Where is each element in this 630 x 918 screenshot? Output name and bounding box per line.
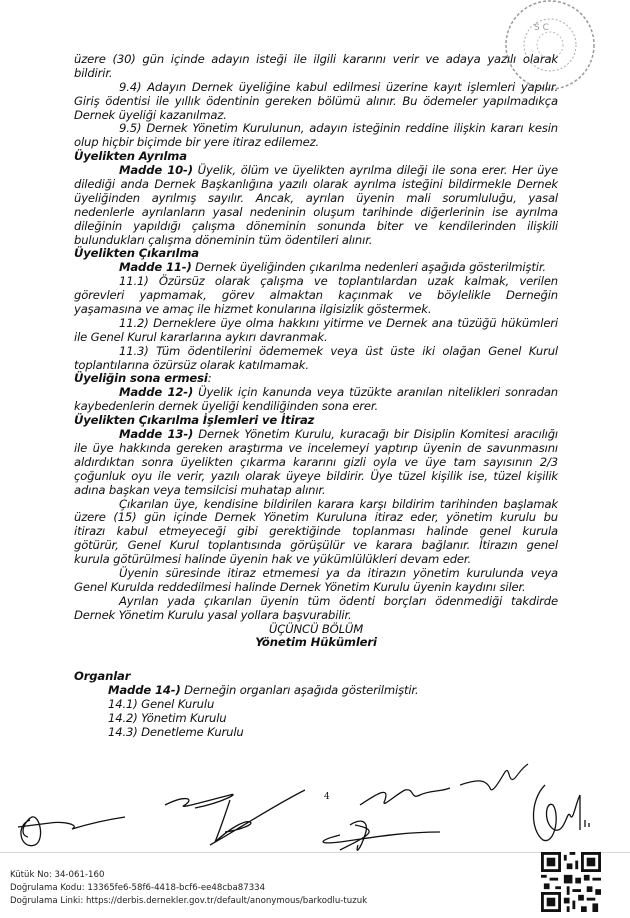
section-heading-uyelikten-ayrilma: Üyelikten Ayrılma <box>74 149 187 164</box>
text-line: Ayrılan yada çıkarılan üyenin tüm ödenti borçları ödenmediği takdirde <box>119 593 558 608</box>
text-line: 9.4) Adayın Dernek üyeliğine kabul edilmesi üzerine kayıt işlemleri yapılır. <box>119 79 558 94</box>
madde-label: Madde 12-) <box>119 385 194 400</box>
madde-label: Madde 10-) <box>119 163 193 178</box>
page-number: 4 <box>324 792 330 802</box>
text-line: bildirir. <box>74 65 113 80</box>
chapter-title: ÜÇÜNCÜ BÖLÜM <box>268 621 364 636</box>
text-line: Çıkarılan üye, kendisine bildirilen karara karşı bildirim tarihinden başlamak <box>119 496 558 511</box>
heading-suffix: : <box>207 371 212 386</box>
section-heading-cikarilma-islemleri: Üyelikten Çıkarılma İşlemleri ve İtiraz <box>74 413 315 428</box>
madde-text: Derneğin organları aşağıda gösterilmiştir. <box>184 683 419 698</box>
madde-text: Üyelik, ölüm ve üyelikten ayrılma dileği ile sona erer. Her üye <box>197 163 558 178</box>
text-line <box>74 684 558 698</box>
organ-item: 14.1) Genel Kurulu <box>108 697 215 712</box>
chapter-subtitle: Yönetim Hükümleri <box>255 635 377 650</box>
qr-code-icon <box>541 852 601 912</box>
text-line: ile Genel Kurul kararlarına aykırı davranmak. <box>74 329 328 344</box>
text-line: ile üye hakkında gereken araştırma ve incelemeyi yaptırıp üyenin de savunmasını <box>74 440 558 455</box>
text-line <box>74 164 558 178</box>
text-line: bulundukları çalışma döneminin tüm ödentileri alınır. <box>74 232 373 247</box>
signature-4-icon <box>460 760 530 800</box>
heading-text: Üyeliğin sona ermesi <box>74 371 208 386</box>
text-line: nedenlerle ayrılanların yasal nedeninin oluşum tarihinde diğerlerinin ise ayrılma <box>74 204 558 219</box>
text-line: 11.3) Tüm ödentilerini ödememek veya üst üste iki olağan Genel Kurul <box>119 343 558 358</box>
verification-code: Doğrulama Kodu: 13365fe6-58f6-4418-bcf6-ee48cba87334 <box>10 882 266 893</box>
madde-text: Dernek üyeliğinden çıkarılma nedenleri aşağıda gösterilmiştir. <box>195 260 546 275</box>
text-line: dilediği anda Dernek Başkanlığına yazılı olarak ayrılma isteğini bildirmekle Dernek <box>74 177 558 192</box>
text-line: üzere (30) gün içinde adayın isteği ile ilgili kararını verir ve adaya yazılı olarak <box>74 52 558 66</box>
svg-text:S C: S C <box>534 23 549 33</box>
organ-item: 14.2) Yönetim Kurulu <box>108 710 227 725</box>
text-line: olup hiçbir biçimde bir yere itiraz edilemez. <box>74 135 320 150</box>
text-line: götürür, Genel Kurul toplantısında görüşülür ve karara bağlanır. İtirazın genel <box>74 538 558 553</box>
text-line: kurula götürülmesi halinde üyenin hak ve yükümlülükleri devam eder. <box>74 552 471 567</box>
signature-1-icon <box>10 795 130 855</box>
text-line: görevleri yapmamak, görev almaktan kaçınmak ve böylelikle Derneğin <box>74 288 558 303</box>
text-line: üzere (15) gün içinde Dernek Yönetim Kuruluna itiraz eder, yönetim kurulu bu <box>74 510 558 525</box>
text-line: Genel Kurulda reddedilmesi halinde Dernek Yönetim Kurulu üyenin kaydını siler. <box>74 579 526 594</box>
document-body <box>74 53 558 740</box>
section-heading-organlar: Organlar <box>74 669 131 684</box>
text-line: Giriş ödentisi ile yıllık ödentinin gereken bölümü alınır. Bu ödemeler yapılmadıkça <box>74 93 558 108</box>
verification-footer <box>10 869 367 907</box>
text-line: toplantılarına özürsüz olarak katılmamak. <box>74 357 309 372</box>
text-line: aldırdıktan sonra üyelikten çıkarma kararını gizli oyla ve üye tam sayısının 2/3 <box>74 454 558 469</box>
kutuk-no: Kütük No: 34-061-160 <box>10 870 105 880</box>
madde-label: Madde 14-) <box>108 683 181 698</box>
text-line: yaşamasına ve amaç ile hizmet konularına ilgisizlik göstermek. <box>74 302 432 317</box>
text-line: çoğunluk oyu ile verir, yazılı olarak üyeye bildirir. Üye tüzel kişilik ise, tüzel kişilik <box>74 468 558 483</box>
text-line: adına başkan veya temsilcisi muhatap alınır. <box>74 482 326 497</box>
text-line: itirazı kabul etmeyeceği gibi gerektiğinde toplanması halinde genel kurula <box>74 524 558 539</box>
madde-text: Üyelik için kanunda veya tüzükte aranılan nitelikleri sonradan <box>198 385 558 400</box>
text-line: 11.2) Derneklere üye olma hakkını yitirme ve Dernek ana tüzüğü hükümleri <box>119 315 558 330</box>
madde-label: Madde 11-) <box>119 260 192 275</box>
text-line: 9.5) Dernek Yönetim Kurulunun, adayın isteğinin reddine ilişkin kararı kesin <box>119 121 558 136</box>
text-line: üyeliğinden ayrılmış sayılır. Ancak, ayrılan üyenin mali sorumluluğu, yasal <box>74 190 558 205</box>
text-line: Dernek Yönetim Kurulu yasal yollara başvurabilir. <box>74 607 352 622</box>
text-line: Dernek üyeliği kazanılmaz. <box>74 107 227 122</box>
text-line <box>74 386 558 400</box>
text-line: 11.1) Özürsüz olarak çalışma ve toplantılardan uzak kalmak, verilen <box>119 274 558 289</box>
organ-item: 14.3) Denetleme Kurulu <box>108 724 244 739</box>
section-heading-uyelikten-cikarilma: Üyelikten Çıkarılma <box>74 246 199 261</box>
text-line: Üyenin süresinde itiraz etmemesi ya da itirazın yönetim kurulunda veya <box>119 565 558 580</box>
footer-divider <box>0 852 630 853</box>
signature-5-icon <box>525 775 625 855</box>
signature-3-icon <box>280 780 460 860</box>
text-line: dileğinin yapıldığı çalışma döneminin sonunda biter ve kendilerinden ilişkili <box>74 218 558 233</box>
madde-label: Madde 13-) <box>119 427 194 442</box>
text-line <box>74 428 558 442</box>
madde-text: Dernek Yönetim Kurulu, kuracağı bir Disiplin Komitesi aracılığı <box>198 427 558 442</box>
verification-link[interactable]: Doğrulama Linki: https://derbis.dernekler.gov.tr/default/anonymous/barkodlu-tuzuk <box>10 895 368 906</box>
text-line: kaybedenlerin dernek üyeliği kendiliğinden sona erer. <box>74 399 378 414</box>
